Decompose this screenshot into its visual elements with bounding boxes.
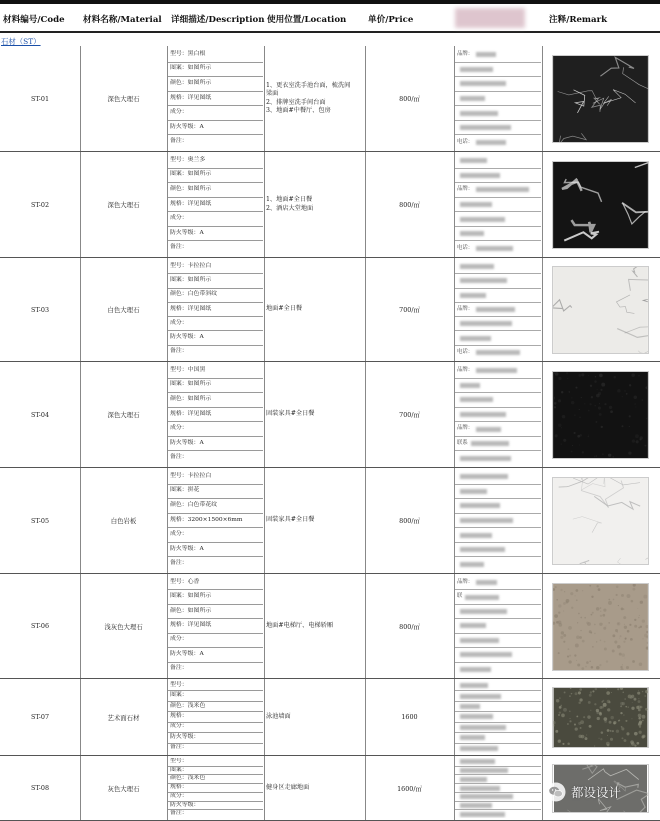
description-line: 型号：黑白根 bbox=[168, 48, 263, 63]
supplier-line bbox=[455, 576, 541, 590]
supplier-line bbox=[455, 784, 541, 793]
supplier-info bbox=[455, 470, 541, 571]
supplier-line bbox=[455, 663, 541, 676]
redacted-text bbox=[476, 246, 513, 251]
redacted-text bbox=[460, 725, 506, 730]
description-line: 防火等级：A bbox=[168, 227, 263, 242]
material-swatch-image bbox=[552, 161, 649, 249]
unit-price: 800/㎡ bbox=[399, 517, 420, 525]
redacted-text bbox=[460, 111, 498, 116]
header-remark: 注释/Remark bbox=[549, 14, 608, 25]
supplier-label: 电话： bbox=[457, 348, 474, 355]
material-name: 灰色大理石 bbox=[107, 784, 140, 793]
material-name: 浅灰色大理石 bbox=[104, 622, 143, 631]
redacted-text bbox=[460, 278, 507, 283]
location-text bbox=[264, 46, 364, 151]
supplier-info bbox=[455, 681, 541, 753]
table-row bbox=[0, 152, 660, 258]
supplier-line bbox=[455, 451, 541, 465]
supplier-line bbox=[455, 744, 541, 753]
description-line: 型号：奥兰多 bbox=[168, 154, 263, 169]
location-text bbox=[264, 152, 364, 257]
table-row bbox=[0, 574, 660, 679]
supplier-line bbox=[455, 619, 541, 633]
material-code: ST-02 bbox=[30, 200, 50, 209]
location-text bbox=[264, 679, 364, 755]
supplier-line bbox=[455, 422, 541, 437]
description-line: 备注： bbox=[170, 665, 188, 672]
description-line: 备注： bbox=[170, 744, 188, 751]
supplier-line bbox=[455, 274, 541, 288]
supplier-label: 品牌： bbox=[457, 425, 474, 432]
supplier-info bbox=[455, 48, 541, 149]
supplier-line bbox=[455, 317, 541, 331]
redacted-text bbox=[460, 533, 492, 538]
redacted-text bbox=[460, 173, 500, 178]
redacted-text bbox=[476, 580, 497, 585]
material-code: ST-08 bbox=[30, 784, 50, 792]
watermark bbox=[546, 780, 656, 804]
description-list bbox=[168, 576, 263, 676]
description-line: 型号：中国黑 bbox=[168, 364, 263, 379]
description-line: 图案：如图所示 bbox=[168, 274, 263, 288]
supplier-label: 品牌： bbox=[457, 186, 474, 193]
description-line: 颜色：如图所示 bbox=[168, 605, 263, 619]
description-line: 防火等级： bbox=[168, 802, 263, 811]
supplier-line bbox=[455, 198, 541, 213]
supplier-line bbox=[455, 303, 541, 317]
redacted-text bbox=[460, 321, 512, 326]
supplier-line bbox=[455, 605, 541, 619]
location-line: 固装家具#全日餐 bbox=[266, 516, 315, 524]
description-line: 型号：心香 bbox=[168, 576, 263, 590]
redacted-text bbox=[460, 293, 486, 298]
material-name: 深色大理石 bbox=[107, 95, 140, 103]
redacted-text bbox=[460, 786, 500, 791]
supplier-line bbox=[455, 227, 541, 242]
table-row bbox=[0, 468, 660, 574]
description-line: 规格： bbox=[168, 712, 263, 722]
description-line: 防火等级：A bbox=[168, 543, 263, 558]
description-line: 型号： bbox=[168, 681, 263, 691]
redacted-text bbox=[460, 794, 513, 799]
supplier-line bbox=[455, 499, 541, 514]
redacted-text bbox=[460, 759, 495, 764]
location-text bbox=[264, 574, 364, 678]
table-row bbox=[0, 679, 660, 756]
description-line: 规格：详见图纸 bbox=[168, 303, 263, 317]
redacted-text bbox=[460, 81, 506, 86]
description-line: 图案：拼花 bbox=[168, 485, 263, 500]
supplier-line bbox=[455, 793, 541, 802]
material-swatch-image bbox=[552, 55, 649, 143]
description-line: 图案： bbox=[168, 691, 263, 701]
redacted-text bbox=[460, 803, 492, 808]
redacted-text bbox=[460, 383, 480, 388]
description-line: 图案： bbox=[168, 767, 263, 776]
redacted-text bbox=[460, 158, 487, 163]
supplier-label: 联系 bbox=[457, 439, 468, 446]
description-line: 颜色：浅米色 bbox=[168, 702, 263, 712]
unit-price: 700/㎡ bbox=[399, 306, 420, 314]
redacted-text bbox=[460, 652, 512, 657]
redacted-text bbox=[460, 489, 487, 494]
unit-price: 700/㎡ bbox=[399, 411, 420, 419]
material-name: 白色岩板 bbox=[110, 517, 137, 525]
supplier-line bbox=[455, 775, 541, 784]
supplier-line bbox=[455, 648, 541, 662]
supplier-line bbox=[455, 557, 541, 571]
header-description: 详细描述/Description bbox=[171, 14, 265, 25]
location-line: 2、排牌室洗手间台面 bbox=[266, 98, 326, 106]
description-line: 成分： bbox=[168, 212, 263, 227]
material-code: ST-04 bbox=[30, 410, 50, 419]
redacted-text bbox=[476, 52, 496, 57]
supplier-line bbox=[455, 543, 541, 558]
redacted-text bbox=[471, 441, 509, 446]
supplier-line bbox=[455, 364, 541, 379]
location-line: 地面#电梯厅、电梯轿厢 bbox=[266, 621, 334, 629]
redacted-text bbox=[460, 714, 493, 719]
column-divider bbox=[542, 46, 543, 151]
supplier-line bbox=[455, 183, 541, 198]
supplier-line bbox=[455, 331, 541, 345]
material-swatch-image bbox=[552, 687, 649, 748]
unit-price: 1600/㎡ bbox=[397, 784, 422, 793]
redacted-text bbox=[460, 96, 485, 101]
location-line: 健身区走廊地面 bbox=[266, 783, 310, 791]
description-line: 成分： bbox=[168, 528, 263, 543]
description-line: 备注： bbox=[170, 348, 188, 355]
description-line: 防火等级：A bbox=[168, 121, 263, 136]
supplier-line bbox=[455, 241, 541, 255]
redacted-text bbox=[476, 187, 529, 192]
description-list bbox=[168, 260, 263, 359]
supplier-line bbox=[455, 92, 541, 107]
description-list bbox=[168, 364, 263, 465]
location-text bbox=[264, 468, 364, 573]
redacted-text bbox=[460, 231, 484, 236]
redacted-text bbox=[460, 609, 507, 614]
supplier-line bbox=[455, 767, 541, 776]
material-code: ST-03 bbox=[30, 305, 50, 314]
material-name: 深色大理石 bbox=[107, 411, 140, 419]
description-line: 图案：如图所示 bbox=[168, 63, 263, 78]
redacted-text bbox=[460, 777, 487, 782]
redacted-text bbox=[460, 217, 505, 222]
table-row bbox=[0, 46, 660, 152]
description-line: 图案：如图所示 bbox=[168, 379, 263, 394]
description-line: 规格：详见图纸 bbox=[168, 408, 263, 423]
unit-price: 800/㎡ bbox=[399, 622, 420, 631]
material-code: ST-06 bbox=[30, 622, 50, 630]
location-line: 地面#全日餐 bbox=[266, 305, 303, 313]
description-line: 备注： bbox=[170, 810, 188, 817]
description-line: 成分： bbox=[168, 793, 263, 802]
location-text bbox=[264, 258, 364, 361]
redacted-text bbox=[460, 623, 486, 628]
description-line: 成分： bbox=[168, 422, 263, 437]
location-line: 泳池墙面 bbox=[266, 712, 291, 720]
unit-price: 1600 bbox=[401, 713, 418, 721]
supplier-line bbox=[455, 681, 541, 691]
supplier-line bbox=[455, 514, 541, 529]
supplier-line bbox=[455, 590, 541, 604]
description-line: 图案：如图所示 bbox=[168, 169, 263, 184]
supplier-line bbox=[455, 260, 541, 274]
redacted-text bbox=[460, 768, 508, 773]
redacted-text bbox=[460, 694, 501, 699]
supplier-info bbox=[455, 364, 541, 465]
description-line: 备注： bbox=[170, 560, 188, 567]
column-divider bbox=[542, 362, 543, 467]
redacted-text bbox=[460, 704, 480, 709]
supplier-line bbox=[455, 723, 541, 733]
description-list bbox=[168, 48, 263, 149]
description-line: 备注： bbox=[170, 244, 188, 251]
redacted-text bbox=[460, 456, 511, 461]
supplier-line bbox=[455, 528, 541, 543]
column-divider bbox=[542, 756, 543, 820]
table-header bbox=[0, 0, 660, 33]
material-swatch-image bbox=[552, 583, 649, 671]
material-name: 艺术面石材 bbox=[107, 713, 140, 722]
redacted-text bbox=[476, 350, 520, 355]
redacted-text bbox=[460, 412, 506, 417]
description-line: 颜色：白色带花纹 bbox=[168, 499, 263, 514]
description-line: 规格： bbox=[168, 784, 263, 793]
description-list bbox=[168, 758, 263, 818]
location-line: 2、酒店大堂地面 bbox=[266, 204, 314, 212]
redacted-text bbox=[460, 336, 491, 341]
redacted-text bbox=[460, 746, 498, 751]
supplier-line bbox=[455, 346, 541, 359]
supplier-label: 品牌： bbox=[457, 51, 474, 58]
supplier-line bbox=[455, 77, 541, 92]
watermark-text: 都设设计 bbox=[571, 785, 622, 800]
description-line: 图案：如图所示 bbox=[168, 590, 263, 604]
redacted-text bbox=[465, 595, 499, 600]
supplier-line bbox=[455, 212, 541, 227]
description-line: 规格：详见图纸 bbox=[168, 619, 263, 633]
supplier-line bbox=[455, 154, 541, 169]
supplier-line bbox=[455, 802, 541, 811]
material-swatch-image bbox=[552, 266, 649, 354]
supplier-label: 电话： bbox=[457, 138, 474, 145]
supplier-info bbox=[455, 758, 541, 818]
description-line: 成分： bbox=[168, 106, 263, 121]
supplier-line bbox=[455, 437, 541, 452]
supplier-line bbox=[455, 106, 541, 121]
redacted-text bbox=[476, 427, 501, 432]
supplier-line bbox=[455, 379, 541, 394]
material-code: ST-07 bbox=[30, 713, 50, 721]
supplier-line bbox=[455, 733, 541, 743]
redacted-text bbox=[460, 638, 499, 643]
section-label: 石材（ST） bbox=[1, 37, 41, 46]
location-line: 3、地面#中餐厅、包房 bbox=[266, 106, 331, 114]
header-material: 材料名称/Material bbox=[83, 14, 162, 25]
description-line: 规格：3200×1500×6mm bbox=[168, 514, 263, 529]
description-line: 成分： bbox=[168, 317, 263, 331]
redacted-text bbox=[460, 264, 494, 269]
supplier-label: 品牌： bbox=[457, 579, 474, 585]
location-text bbox=[264, 362, 364, 467]
unit-price: 800/㎡ bbox=[399, 95, 420, 103]
column-divider bbox=[542, 679, 543, 755]
redacted-text bbox=[460, 683, 488, 688]
description-line: 成分： bbox=[168, 634, 263, 648]
supplier-line bbox=[455, 408, 541, 423]
supplier-line bbox=[455, 712, 541, 722]
supplier-label: 电话： bbox=[457, 244, 474, 251]
description-line: 颜色：浅米色 bbox=[168, 775, 263, 784]
table-row bbox=[0, 258, 660, 362]
description-line: 型号：卡拉拉白 bbox=[168, 260, 263, 274]
supplier-info bbox=[455, 154, 541, 255]
description-list bbox=[168, 681, 263, 753]
location-line: 梁面 bbox=[266, 90, 279, 98]
redacted-text bbox=[460, 518, 513, 523]
description-list bbox=[168, 154, 263, 255]
unit-price: 800/㎡ bbox=[399, 201, 420, 209]
redacted-text bbox=[460, 562, 484, 567]
supplier-line bbox=[455, 702, 541, 712]
description-line: 规格：详见图纸 bbox=[168, 198, 263, 213]
header-location: 使用位置/Location bbox=[267, 14, 347, 25]
material-code: ST-05 bbox=[30, 516, 50, 525]
column-divider bbox=[542, 258, 543, 361]
description-line: 型号： bbox=[168, 758, 263, 767]
supplier-line bbox=[455, 393, 541, 408]
description-line: 防火等级： bbox=[168, 733, 263, 743]
column-divider bbox=[542, 468, 543, 573]
header-code: 材料编号/Code bbox=[3, 14, 65, 25]
supplier-label: 联 bbox=[457, 593, 463, 600]
column-divider bbox=[542, 574, 543, 678]
wechat-icon bbox=[546, 782, 566, 802]
location-line: 1、更衣室洗手池台面，梳洗间 bbox=[266, 81, 351, 89]
description-line: 颜色：白色带斜纹 bbox=[168, 289, 263, 303]
redacted-text bbox=[460, 202, 492, 207]
location-line: 1、地面#全日餐 bbox=[266, 196, 313, 204]
description-line: 备注： bbox=[170, 454, 188, 461]
supplier-info bbox=[455, 576, 541, 676]
description-line: 颜色：如图所示 bbox=[168, 393, 263, 408]
supplier-line bbox=[455, 470, 541, 485]
supplier-line bbox=[455, 135, 541, 149]
supplier-info bbox=[455, 260, 541, 359]
redacted-text bbox=[460, 812, 505, 817]
redacted-text bbox=[460, 67, 493, 72]
material-swatch-image bbox=[552, 477, 649, 565]
redacted-text bbox=[460, 547, 505, 552]
table-row bbox=[0, 362, 660, 468]
header-supplier-redacted bbox=[455, 8, 525, 28]
redacted-text bbox=[476, 140, 506, 145]
description-line: 型号：卡拉拉白 bbox=[168, 470, 263, 485]
supplier-line bbox=[455, 634, 541, 648]
redacted-text bbox=[476, 368, 517, 373]
supplier-line bbox=[455, 810, 541, 818]
supplier-line bbox=[455, 485, 541, 500]
redacted-text bbox=[460, 397, 493, 402]
redacted-text bbox=[460, 735, 485, 740]
description-line: 防火等级：A bbox=[168, 437, 263, 452]
description-line: 颜色：如图所示 bbox=[168, 77, 263, 92]
redacted-text bbox=[460, 125, 511, 130]
material-name: 深色大理石 bbox=[107, 201, 140, 209]
description-line: 规格：详见图纸 bbox=[168, 92, 263, 107]
supplier-line bbox=[455, 169, 541, 184]
supplier-label: 品牌： bbox=[457, 305, 474, 312]
redacted-text bbox=[460, 474, 508, 479]
description-line: 防火等级：A bbox=[168, 648, 263, 662]
description-line: 颜色：如图所示 bbox=[168, 183, 263, 198]
column-divider bbox=[542, 152, 543, 257]
supplier-line bbox=[455, 691, 541, 701]
header-price: 单价/Price bbox=[368, 14, 414, 25]
supplier-line bbox=[455, 758, 541, 767]
supplier-label: 品牌： bbox=[457, 367, 474, 374]
location-line: 固装家具#全日餐 bbox=[266, 410, 315, 418]
description-line: 防火等级：A bbox=[168, 331, 263, 345]
redacted-text bbox=[460, 667, 491, 672]
supplier-line bbox=[455, 289, 541, 303]
redacted-text bbox=[460, 503, 500, 508]
material-code: ST-01 bbox=[30, 94, 50, 103]
location-text bbox=[264, 756, 364, 820]
material-name: 白色大理石 bbox=[107, 306, 140, 314]
supplier-line bbox=[455, 121, 541, 136]
description-line: 成分： bbox=[168, 723, 263, 733]
description-line: 备注： bbox=[170, 138, 188, 145]
supplier-line bbox=[455, 48, 541, 63]
description-list bbox=[168, 470, 263, 571]
supplier-line bbox=[455, 63, 541, 78]
redacted-text bbox=[476, 307, 515, 312]
material-swatch-image bbox=[552, 371, 649, 459]
